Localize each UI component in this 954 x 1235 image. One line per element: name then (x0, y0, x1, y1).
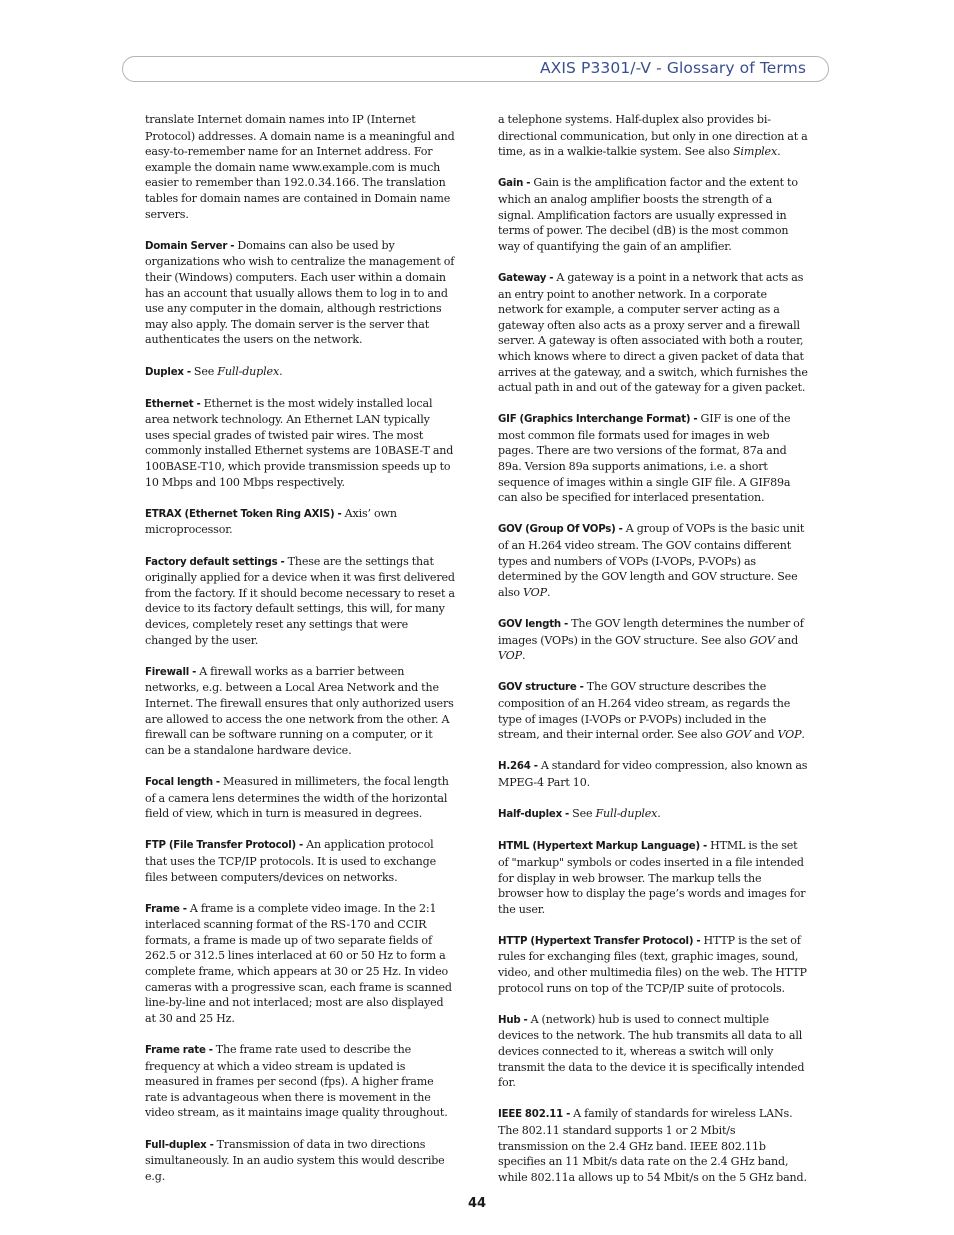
glossary-entry (498, 1106, 808, 1185)
glossary-text: A (network) hub is used to connect multiple devices to the network. The hub transmits all data to all devices connected to it, whereas a switch will only transmit the data to the device it is specifically intended for. (498, 1012, 805, 1090)
glossary-term: Hub - (498, 1014, 528, 1026)
glossary-text: Gain is the amplification factor and the extent to which an analog amplifier boosts the strength of a signal. Amplification factors are usually expressed in terms of power. The decibel (dB) is the most common way of quantifying the gain of an amplifier. (498, 176, 798, 253)
glossary-term: GIF (Graphics Interchange Format) - (498, 414, 698, 426)
glossary-entry (498, 806, 808, 823)
glossary-entry (498, 175, 808, 254)
glossary-text: The GOV length determines the number of images (VOPs) in the GOV structure. See also (498, 617, 804, 647)
glossary-entry (498, 521, 808, 600)
glossary-term: GOV structure - (498, 682, 584, 694)
glossary-term: Frame - (145, 903, 187, 915)
glossary-entry (145, 506, 455, 538)
glossary-term: FTP (File Transfer Protocol) - (145, 840, 304, 852)
glossary-entry (498, 112, 808, 160)
glossary-entry (145, 364, 455, 381)
glossary-entry (145, 238, 455, 348)
glossary-entry (145, 396, 455, 491)
glossary-text: and (774, 633, 799, 647)
cross-reference: VOP (777, 728, 802, 742)
glossary-text: See (190, 364, 218, 378)
glossary-term: Gain - (498, 178, 531, 190)
glossary-term: GOV (Group Of VOPs) - (498, 524, 623, 536)
glossary-entry (145, 901, 455, 1027)
glossary-term: Frame rate - (145, 1045, 213, 1057)
glossary-term: GOV length - (498, 619, 569, 630)
glossary-entry (498, 616, 808, 664)
glossary-text: A standard for video compression, also known as MPEG-4 Part 10. (498, 759, 808, 789)
page-number: 44 (467, 1196, 487, 1211)
glossary-term: Firewall - (145, 666, 197, 678)
right-column (498, 112, 808, 1201)
glossary-text: and (750, 728, 778, 742)
cross-reference: VOP (523, 585, 547, 599)
glossary-entry (498, 758, 808, 790)
glossary-text: HTTP is the set of rules for exchanging files (text, graphic images, sound, video, and other multimedia files) on the web. The HTTP protocol runs on top of the TCP/IP suite of protocols. (498, 933, 807, 995)
glossary-text: A gateway is a point in a network that acts as an entry point to another network. In a corporate network for example, a computer server acting as a gateway often also acts as a proxy server and a firewall server. A gateway is often associated with both a router, which knows where to direct a given packet of data that arrives at the gateway, and a switch, which furnishes the actual path in and out of the gateway for a given packet. (498, 270, 808, 395)
glossary-text: GIF is one of the most common file formats used for images in web pages. There are two versions of the format, 87a and 89a. Version 89a supports animations, i.e. a short sequence of images within a single GIF file. A GIF89a can also be specified for interlaced presentation. (498, 412, 791, 505)
cross-reference: Full-duplex (217, 364, 280, 378)
glossary-text: . (777, 145, 781, 159)
glossary-entry (145, 1137, 455, 1185)
glossary-term: Duplex - (145, 366, 191, 378)
glossary-text: . (546, 585, 551, 599)
glossary-entry (498, 411, 808, 506)
glossary-term: Domain Server - (145, 240, 235, 252)
glossary-entry (145, 774, 455, 822)
glossary-text: Domains can also be used by organizations who wish to centralize the management of their (Windows) computers. Each user within a domain has an account that usually allows them to log in to and use any computer in the domain, although restrictions may also apply. The domain server is the server that authenticates the users on the network. (145, 238, 455, 347)
glossary-entry (498, 838, 808, 917)
glossary-entry (498, 1012, 808, 1091)
glossary-text: These are the settings that originally applied for a device when it was first delivered from the factory. If it should become necessary to reset a device to its factory default settings, this will, for many devices, completely reset any settings that were changed by the user. (145, 554, 455, 647)
glossary-text: . (279, 364, 283, 378)
header-bar (122, 56, 829, 82)
glossary-text: A frame is a complete video image. In the 2:1 interlaced scanning format of the RS-170 and CCIR formats, a frame is made up of two separate fields of 262.5 or 312.5 lines interlaced at 60 or 50 Hz to form a complete frame, which appears at 30 or 25 Hz. In video cameras with a progressive scan, each frame is scanned line-by-line and not interlaced; most are also displayed at 30 and 25 Hz. (145, 901, 452, 1025)
glossary-text: HTML is the set of "markup" symbols or codes inserted in a file intended for display in web browser. The markup tells the browser how to display the page’s words and images for the user. (498, 839, 806, 916)
cross-reference: Simplex (732, 145, 778, 159)
glossary-text: Measured in millimeters, the focal length of a camera lens determines the width of the horizontal field of view, which in turn is measured in degrees. (145, 774, 449, 821)
glossary-term: Ethernet - (145, 398, 201, 410)
cross-reference: Full-duplex (595, 807, 658, 821)
glossary-text: A group of VOPs is the basic unit of an H.264 video stream. The GOV contains different types and numbers of VOPs (I-VOPs, P-VOPs) as determined by the GOV length and GOV structure. See also (498, 522, 805, 599)
glossary-text: translate Internet domain names into IP (Internet Protocol) addresses. A domain name is a meaningful and easy-to-remember name for an Internet address. For example the domain name www.example.com is much easier to remember than 192.0.34.166. The translation tables for domain names are contained in Domain name servers. (145, 113, 455, 221)
glossary-text: Transmission of data in two directions simultaneously. In an audio system this would describe e.g. (145, 1137, 445, 1183)
glossary-entry (498, 679, 808, 742)
left-column (145, 112, 455, 1200)
glossary-entry (498, 933, 808, 996)
glossary-text: . (801, 728, 805, 742)
cross-reference: GOV (725, 728, 751, 742)
glossary-text: Axis’ own microprocessor. (145, 506, 397, 537)
glossary-text: . (657, 807, 661, 821)
glossary-text: . (521, 649, 526, 663)
glossary-text: A firewall works as a barrier between networks, e.g. between a Local Area Network and the Internet. The firewall ensures that only authorized users are allowed to access the one network from the other. A firewall can be software running on a computer, or it can be a standalone hardware device. (145, 664, 454, 757)
glossary-text: A family of standards for wireless LANs. The 802.11 standard supports 1 or 2 Mbit/s transmission on the 2.4 GHz band. IEEE 802.11b specifies an 11 Mbit/s data rate on the 2.4 GHz band, while 802.11a allows up to 54 Mbit/s on the 5 GHz band. (498, 1107, 807, 1184)
glossary-term: ETRAX (Ethernet Token Ring AXIS) - (145, 508, 342, 520)
glossary-entry (145, 664, 455, 759)
glossary-term: Half-duplex - (498, 809, 570, 821)
glossary-entry (145, 112, 455, 222)
glossary-term: IEEE 802.11 - (498, 1109, 571, 1121)
glossary-term: Full-duplex - (145, 1139, 214, 1151)
glossary-term: HTML (Hypertext Markup Language) - (498, 841, 708, 853)
glossary-term: Gateway - (498, 272, 554, 284)
cross-reference: VOP (498, 649, 522, 663)
glossary-text: The frame rate used to describe the frequency at which a video stream is updated is measured in frames per second (fps). A higher frame rate is advantageous when there is movement in the video stream, as it maintains image quality throughout. (145, 1043, 448, 1120)
cross-reference: GOV (749, 633, 775, 647)
glossary-entry (145, 837, 455, 885)
glossary-entry (145, 1042, 455, 1121)
glossary-term: Focal length - (145, 776, 220, 788)
glossary-text: The GOV structure describes the composition of an H.264 video stream, as regards the type of images (I-VOPs or P-VOPs) included in the stream, and their internal order. See also (498, 680, 791, 742)
glossary-term: HTTP (Hypertext Transfer Protocol) - (498, 935, 701, 947)
glossary-text: Ethernet is the most widely installed local area network technology. An Ethernet LAN typically uses special grades of twisted pair wires. The most commonly installed Ethernet systems are 10BASE-T and 100BASE-T10, which provide transmission speeds up to 10 Mbps and 100 Mbps respectively. (145, 396, 454, 489)
glossary-text: See (569, 807, 596, 821)
glossary-entry (498, 270, 808, 396)
glossary-text: An application protocol that uses the TCP/IP protocols. It is used to exchange files between computers/devices on networks. (145, 838, 437, 884)
page-title: AXIS P3301/-V - Glossary of Terms (539, 59, 806, 77)
glossary-text: a telephone systems. Half-duplex also provides bi-directional communication, but only in one direction at a time, as in a walkie-talkie system. See also (498, 113, 808, 159)
glossary-term: Factory default settings - (145, 556, 285, 568)
glossary-entry (145, 554, 455, 649)
glossary-term: H.264 - (498, 761, 538, 773)
